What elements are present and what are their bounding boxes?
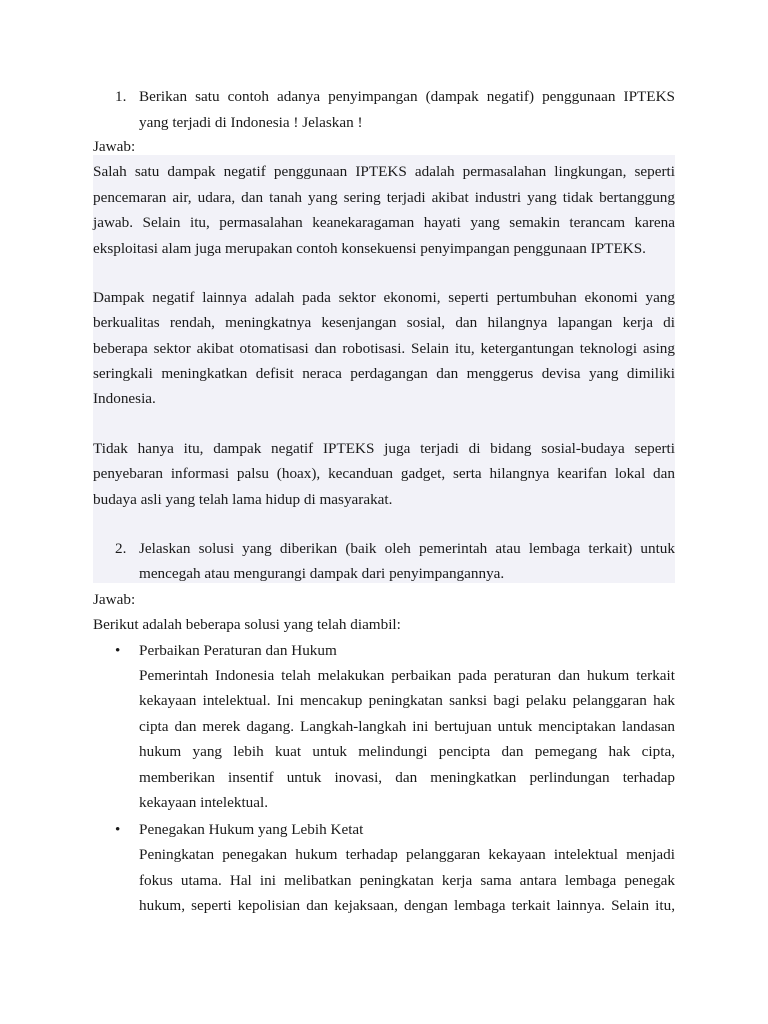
question-2-number: 2.: [115, 540, 127, 557]
bullet-icon: •: [115, 642, 121, 659]
solution-1-line: kekayaan intelektual. Ini mencakup peningkatan sanksi bagi pelaku pelanggaran hak: [139, 692, 675, 709]
answer-1-para-3-line: penyebaran informasi palsu (hoax), kecanduan gadget, serta hilangnya kearifan lokal dan: [93, 465, 675, 482]
answer-1-para-3-line: Tidak hanya itu, dampak negatif IPTEKS juga terjadi di bidang sosial-budaya seperti: [93, 440, 675, 457]
answer-1-para-2-line: seringkali meningkatkan defisit neraca perdagangan dan menggerus devisa yang dimiliki: [93, 365, 675, 382]
solution-1-line: hukum yang lebih kuat untuk melindungi pencipta dan pemegang hak cipta,: [139, 743, 675, 760]
answer-1-para-2-line: Dampak negatif lainnya adalah pada sektor ekonomi, seperti pertumbuhan ekonomi yang: [93, 289, 675, 306]
question-1-line-1: Berikan satu contoh adanya penyimpangan (dampak negatif) penggunaan IPTEKS: [139, 88, 675, 105]
question-1-number: 1.: [115, 88, 127, 105]
solution-1-line: kekayaan intelektual.: [139, 794, 269, 811]
solution-2-line: hukum, seperti kepolisian dan kejaksaan, dengan lembaga terkait lainnya. Selain itu,: [139, 897, 675, 914]
question-2-line-2: mencegah atau mengurangi dampak dari penyimpangannya.: [139, 565, 505, 582]
solution-1-line: Pemerintah Indonesia telah melakukan perbaikan pada peraturan dan hukum terkait: [139, 667, 675, 684]
question-2-line-1: Jelaskan solusi yang diberikan (baik oleh pemerintah atau lembaga terkait) untuk: [139, 540, 675, 557]
answer-1-label: Jawab:: [93, 138, 136, 155]
answer-1-para-1-line: jawab. Selain itu, permasalahan keanekaragaman hayati yang semakin terancam karena: [93, 214, 675, 231]
answer-1-para-1-line: Salah satu dampak negatif penggunaan IPTEKS adalah permasalahan lingkungan, seperti: [93, 163, 675, 180]
answer-1-para-1-line: pencemaran air, udara, dan tanah yang sering terjadi akibat industri yang tidak bertanggung: [93, 189, 675, 206]
answer-1-para-2-line: Indonesia.: [93, 390, 156, 407]
answer-2-label: Jawab:: [93, 591, 136, 608]
answer-2-intro: Berikut adalah beberapa solusi yang telah diambil:: [93, 616, 401, 633]
answer-1-para-2-line: beberapa sektor akibat otomatisasi dan robotisasi. Selain itu, ketergantungan teknologi asing: [93, 340, 675, 357]
solution-2-line: Peningkatan penegakan hukum terhadap pelanggaran kekayaan intelektual menjadi: [139, 846, 675, 863]
bullet-icon: •: [115, 821, 121, 838]
solution-2-line: fokus utama. Hal ini melibatkan peningkatan kerja sama antara lembaga penegak: [139, 872, 675, 889]
question-1-line-2: yang terjadi di Indonesia ! Jelaskan !: [139, 114, 363, 131]
answer-1-para-1-line: eksploitasi alam juga merupakan contoh konsekuensi penyimpangan penggunaan IPTEKS.: [93, 240, 646, 257]
solution-1-line: cipta dan merek dagang. Langkah-langkah ini bertujuan untuk menciptakan landasan: [139, 718, 675, 735]
answer-1-para-3-line: budaya asli yang telah lama hidup di masyarakat.: [93, 491, 393, 508]
answer-1-para-2-line: berkualitas rendah, meningkatnya kesenjangan sosial, dan hilangnya lapangan kerja di: [93, 314, 675, 331]
solution-1-line: memberikan insentif untuk inovasi, dan meningkatkan perlindungan terhadap: [139, 769, 675, 786]
solution-2-title: Penegakan Hukum yang Lebih Ketat: [139, 821, 364, 838]
solution-1-title: Perbaikan Peraturan dan Hukum: [139, 642, 337, 659]
